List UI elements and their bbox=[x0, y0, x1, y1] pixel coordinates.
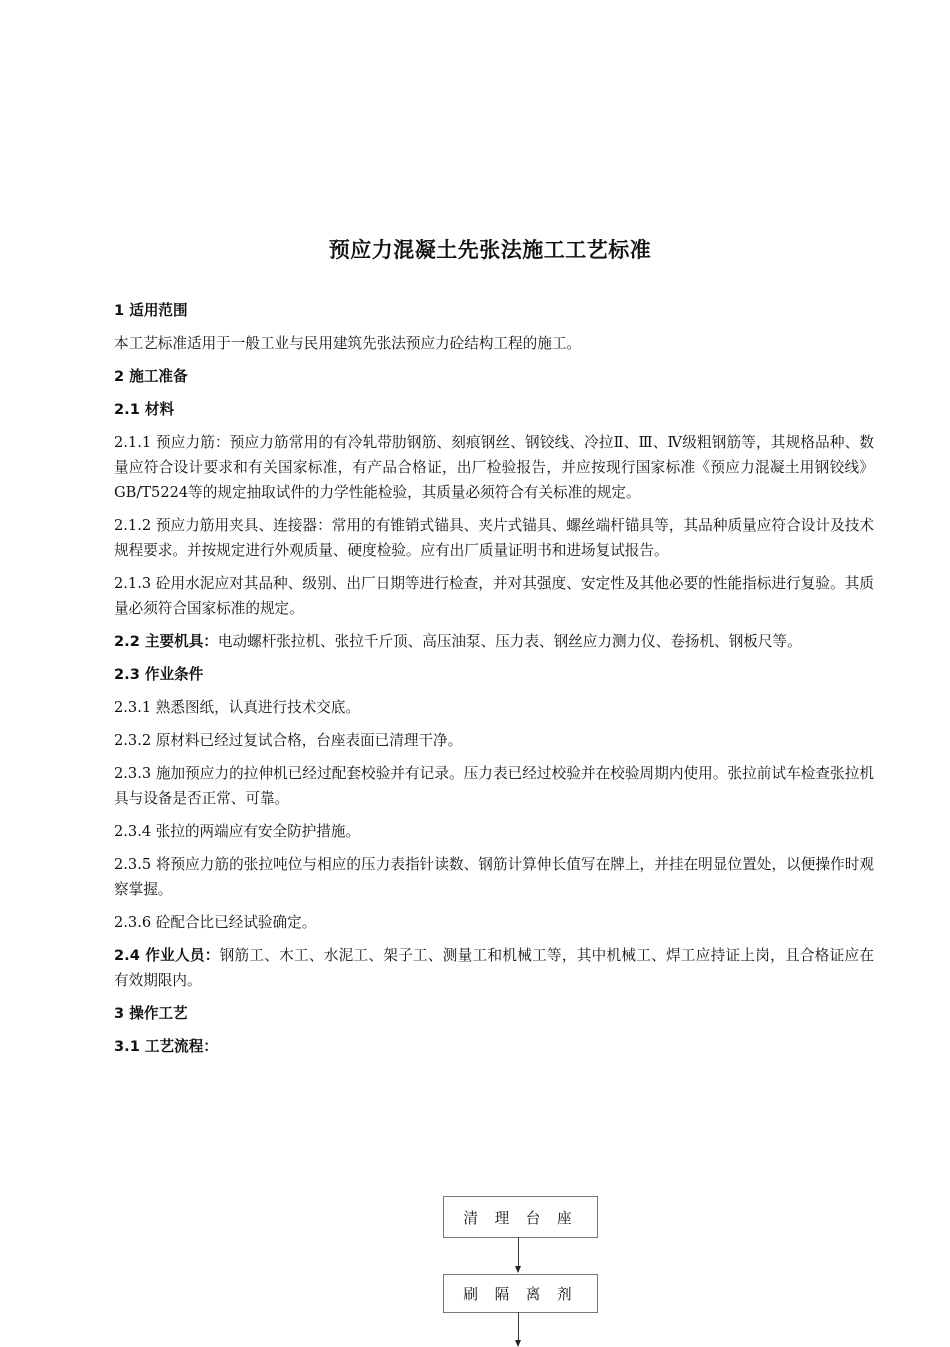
subsection-heading: 3.1 工艺流程： bbox=[114, 1038, 218, 1055]
flow-connector bbox=[518, 1237, 519, 1267]
paragraph: 2.3.2 原材料已经过复试合格，台座表面已清理干净。 bbox=[114, 732, 463, 749]
paragraph: 2.3.4 张拉的两端应有安全防护措施。 bbox=[114, 823, 361, 840]
paragraph: 2.1.3 砼用水泥应对其品种、级别、出厂日期等进行检查，并对其强度、安定性及其他必要的性能指标进行复验。其质量必须符合国家标准的规定。 bbox=[114, 575, 874, 617]
section-heading: 3 操作工艺 bbox=[114, 1005, 188, 1022]
section-heading: 2 施工准备 bbox=[114, 368, 188, 385]
section-heading: 1 适用范围 bbox=[114, 302, 188, 319]
paragraph: 本工艺标准适用于一般工业与民用建筑先张法预应力砼结构工程的施工。 bbox=[114, 335, 582, 352]
inline-heading: 2.4 作业人员： bbox=[114, 947, 220, 964]
paragraph: 2.3.3 施加预应力的拉伸机已经过配套校验并有记录。压力表已经过校验并在校验周期内使用。张拉前试车检查张拉机具与设备是否正常、可靠。 bbox=[114, 765, 874, 807]
paragraph-mixed bbox=[114, 629, 874, 654]
inline-text: 钢筋工、木工、水泥工、架子工、测量工和机械工等，其中机械工、焊工应持证上岗，且合格证应在有效期限内。 bbox=[114, 947, 874, 989]
paragraph: 2.3.5 将预应力筋的张拉吨位与相应的压力表指针读数、钢筋计算伸长值写在牌上，并挂在明显位置处，以便操作时观察掌握。 bbox=[114, 856, 874, 898]
document-title: 预应力混凝土先张法施工工艺标准 bbox=[328, 238, 652, 262]
flow-step-clean-bed: 清 理 台 座 bbox=[443, 1196, 598, 1238]
inline-heading: 2.2 主要机具： bbox=[114, 633, 218, 650]
arrow-down-icon bbox=[515, 1266, 521, 1273]
document-body bbox=[114, 298, 874, 1067]
subsection-heading: 2.3 作业条件 bbox=[114, 666, 204, 683]
paragraph: 2.1.1 预应力筋：预应力筋常用的有冷轧带肋钢筋、刻痕钢丝、钢铰线、冷拉Ⅱ、Ⅲ、Ⅳ级粗钢筋等，其规格品种、数量应符合设计要求和有关国家标准，有产品合格证，出厂检验报告，并应按现行国家标准《预应力混凝土用钢铰线》GB/T5224等的规定抽取试件的力学性能检验，其质量必须符合有关标准的规定。 bbox=[114, 434, 874, 501]
paragraph: 2.3.6 砼配合比已经试验确定。 bbox=[114, 914, 317, 931]
flow-connector bbox=[518, 1312, 519, 1344]
inline-text: 电动螺杆张拉机、张拉千斤顶、高压油泵、压力表、钢丝应力测力仪、卷扬机、钢板尺等。 bbox=[217, 633, 802, 650]
flow-step-release-agent: 刷 隔 离 剂 bbox=[443, 1274, 598, 1313]
paragraph: 2.3.1 熟悉图纸，认真进行技术交底。 bbox=[114, 699, 361, 716]
subsection-heading: 2.1 材料 bbox=[114, 401, 175, 418]
paragraph-mixed bbox=[114, 943, 874, 993]
paragraph: 2.1.2 预应力筋用夹具、连接器：常用的有锥销式锚具、夹片式锚具、螺丝端杆锚具等，其品种质量应符合设计及技术规程要求。并按规定进行外观质量、硬度检验。应有出厂质量证明书和进场复试报告。 bbox=[114, 517, 874, 559]
